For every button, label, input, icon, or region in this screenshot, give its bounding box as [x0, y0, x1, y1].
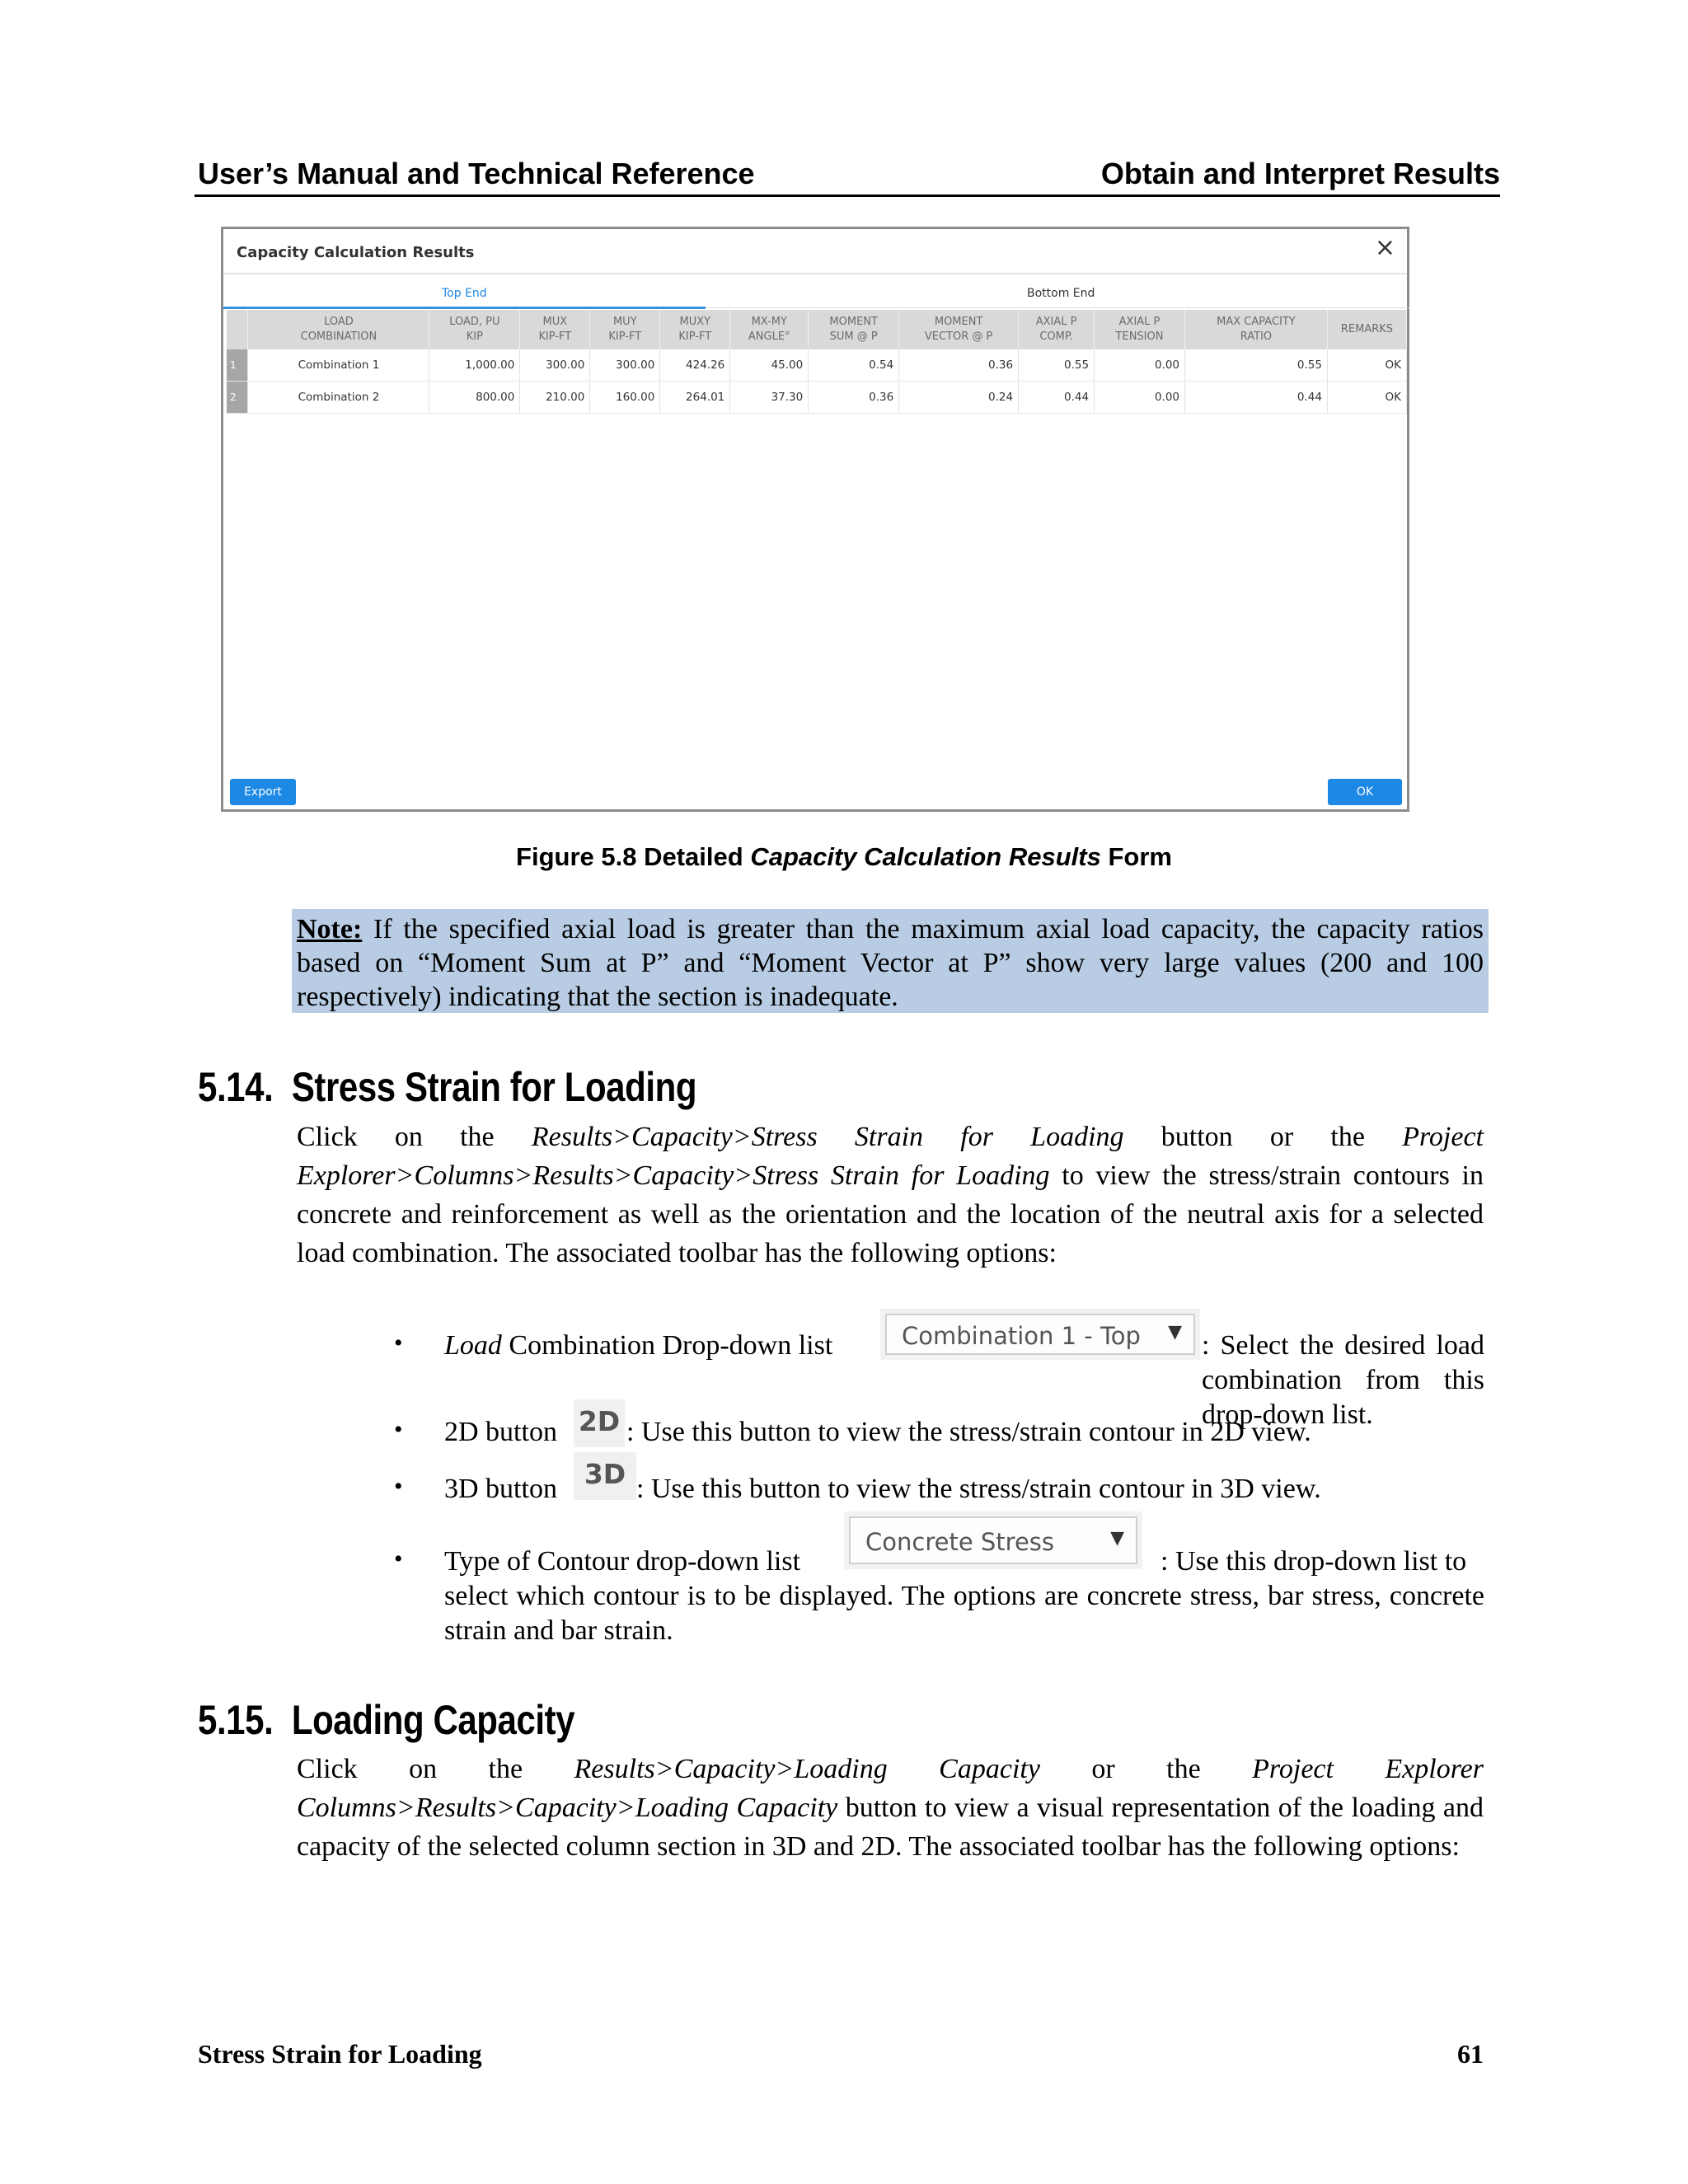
table-cell: 0.36: [899, 349, 1019, 382]
table-cell: 1,000.00: [429, 349, 520, 382]
section-number: 5.14.: [198, 1064, 274, 1110]
figure-caption: [0, 842, 1688, 872]
section-heading-5-14: [198, 1063, 696, 1111]
table-cell: 300.00: [590, 349, 660, 382]
column-header[interactable]: LOAD, PU KIP: [429, 310, 520, 349]
bullet-3d-tail: [636, 1472, 1485, 1507]
text-run: Click on the: [297, 1122, 532, 1152]
text-run: to view the stress/strain contours in concrete and reinforcement as well as the orientation and the location of the neutral axis for a selected load combination. The associated toolbar has the following options:: [297, 1160, 1484, 1268]
group-header-bottom-end: Bottom End: [1027, 287, 1095, 300]
section-title: Stress Strain for Loading: [291, 1064, 697, 1110]
section-number: 5.15.: [198, 1697, 274, 1743]
section-heading-5-15: [198, 1696, 574, 1744]
contour-type-dropdown[interactable]: [849, 1516, 1137, 1564]
ok-button[interactable]: OK: [1328, 779, 1402, 805]
menu-path: Results>Capacity>Loading Capacity: [574, 1754, 1040, 1784]
text-run: or the: [1039, 1754, 1253, 1784]
note-body: If the specified axial load is greater than the maximum axial load capacity, the capacity ratios based on “Moment Sum at P” and “Moment Vector at P” show very large values (200 and 100 respectively) indicating that the section is inadequate.: [297, 914, 1484, 1012]
table-cell: 800.00: [429, 382, 520, 414]
column-header[interactable]: AXIAL P COMP.: [1019, 310, 1095, 349]
text-run: 3D button: [444, 1474, 557, 1504]
3d-button-icon[interactable]: 3D: [574, 1452, 636, 1500]
column-header[interactable]: MAX CAPACITY RATIO: [1185, 310, 1328, 349]
column-header[interactable]: LOAD COMBINATION: [248, 310, 429, 349]
close-icon[interactable]: ×: [1374, 233, 1395, 262]
section-title: Loading Capacity: [291, 1697, 575, 1743]
column-header-index: [227, 310, 248, 349]
dialog-title: Capacity Calculation Results: [237, 244, 475, 261]
bullet-2d-tail: [626, 1415, 1484, 1450]
column-header[interactable]: AXIAL P TENSION: [1095, 310, 1185, 349]
bullet-2d: [444, 1415, 557, 1450]
table-cell: Combination 1: [248, 349, 429, 382]
caption-prefix: Figure 5.8 Detailed: [516, 842, 751, 871]
bullet-dot: •: [394, 1545, 403, 1572]
text-run: Load: [444, 1330, 502, 1361]
table-cell: 210.00: [520, 382, 590, 414]
footer-section-name: Stress Strain for Loading: [198, 2039, 482, 2069]
menu-path: Results>Capacity>Stress Strain for Loading: [531, 1122, 1124, 1152]
table-cell: 160.00: [590, 382, 660, 414]
column-header[interactable]: MOMENT SUM @ P: [809, 310, 899, 349]
text-run: button to view a visual representation of the loading and capacity of the selected column section in 3D and 2D. The associated toolbar has the following options:: [297, 1793, 1484, 1862]
table-row[interactable]: [227, 382, 1407, 414]
section-5-15-paragraph: [297, 1750, 1484, 1866]
table-cell: 37.30: [730, 382, 809, 414]
table-cell: OK: [1327, 382, 1406, 414]
bullet-dot: •: [394, 1473, 403, 1500]
text-run: : Use this button to view the stress/strain contour in 2D view.: [626, 1417, 1311, 1447]
text-run: button or the: [1123, 1122, 1403, 1152]
table-cell: 0.55: [1019, 349, 1095, 382]
triangle-down-icon: ▼: [1168, 1322, 1182, 1343]
column-header[interactable]: MUY KIP-FT: [590, 310, 660, 349]
export-button[interactable]: Export: [230, 779, 296, 805]
bullet-contour-type-tail-1: : Use this drop-down list to: [1160, 1546, 1467, 1577]
dropdown-value: Combination 1 - Top: [902, 1322, 1141, 1350]
table-cell: 45.00: [730, 349, 809, 382]
table-header-row: [227, 310, 1407, 349]
table-cell: OK: [1327, 349, 1406, 382]
bottom-end-underline: [706, 307, 1409, 308]
row-index: 1: [227, 349, 248, 382]
table-cell: 0.36: [809, 382, 899, 414]
results-table: [227, 310, 1407, 414]
menu-path: Project Explorer>Columns>Results>Capacity>Stress Strain for Loading: [297, 1122, 1484, 1191]
text-run: 2D button: [444, 1417, 557, 1447]
bullet-contour-type-tail-2: select which contour is to be displayed. The options are concrete stress, bar stress, concrete strain and bar strain.: [444, 1581, 1484, 1646]
table-row[interactable]: [227, 349, 1407, 382]
table-cell: 0.55: [1185, 349, 1328, 382]
table-cell: 264.01: [660, 382, 730, 414]
running-header-right: Obtain and Interpret Results: [1100, 157, 1500, 190]
table-cell: 0.44: [1185, 382, 1328, 414]
section-5-14-paragraph: [297, 1118, 1484, 1272]
titlebar-divider: [223, 273, 1407, 274]
top-end-underline: [223, 307, 706, 309]
note-label: Note:: [297, 914, 363, 944]
2d-button-icon[interactable]: 2D: [574, 1399, 625, 1447]
bullet-3d: [444, 1472, 557, 1507]
caption-italic: Capacity Calculation Results: [750, 842, 1101, 871]
table-cell: 0.00: [1095, 382, 1185, 414]
table-cell: 0.44: [1019, 382, 1095, 414]
column-header[interactable]: REMARKS: [1327, 310, 1406, 349]
table-cell: Combination 2: [248, 382, 429, 414]
text-run: Type of Contour drop-down list: [444, 1546, 801, 1577]
row-index: 2: [227, 382, 248, 414]
bullet-dot: •: [394, 1416, 403, 1443]
column-header[interactable]: MOMENT VECTOR @ P: [899, 310, 1019, 349]
group-header-top-end: Top End: [442, 287, 487, 300]
text-run: : Use this button to view the stress/strain contour in 3D view.: [636, 1474, 1321, 1504]
table-cell: 0.00: [1095, 349, 1185, 382]
page-number: 61: [1457, 2039, 1484, 2069]
header-rule: [195, 194, 1500, 197]
text-run: Combination Drop-down list: [501, 1330, 833, 1361]
column-header[interactable]: MUXY KIP-FT: [660, 310, 730, 349]
text-run: Click on the: [297, 1754, 574, 1784]
bullet-dot: •: [394, 1329, 403, 1357]
menu-path: Project Explorer Columns>Results>Capacity>Loading Capacity: [297, 1754, 1484, 1823]
caption-suffix: Form: [1100, 842, 1172, 871]
combination-dropdown[interactable]: [885, 1314, 1195, 1355]
triangle-down-icon: ▼: [1110, 1528, 1124, 1549]
dropdown-value: Concrete Stress: [865, 1528, 1054, 1556]
column-header[interactable]: MUX KIP-FT: [520, 310, 590, 349]
running-header-left: User’s Manual and Technical Reference: [198, 157, 755, 190]
text-run: : Select the desired load combination from this drop-down list.: [1202, 1330, 1484, 1430]
capacity-results-dialog: [221, 227, 1409, 812]
column-header[interactable]: MX-MY ANGLE°: [730, 310, 809, 349]
table-cell: 0.54: [809, 349, 899, 382]
table-cell: 424.26: [660, 349, 730, 382]
note-text: [297, 912, 1484, 1014]
bullet-contour-type: [444, 1544, 800, 1579]
table-cell: 300.00: [520, 349, 590, 382]
table-cell: 0.24: [899, 382, 1019, 414]
